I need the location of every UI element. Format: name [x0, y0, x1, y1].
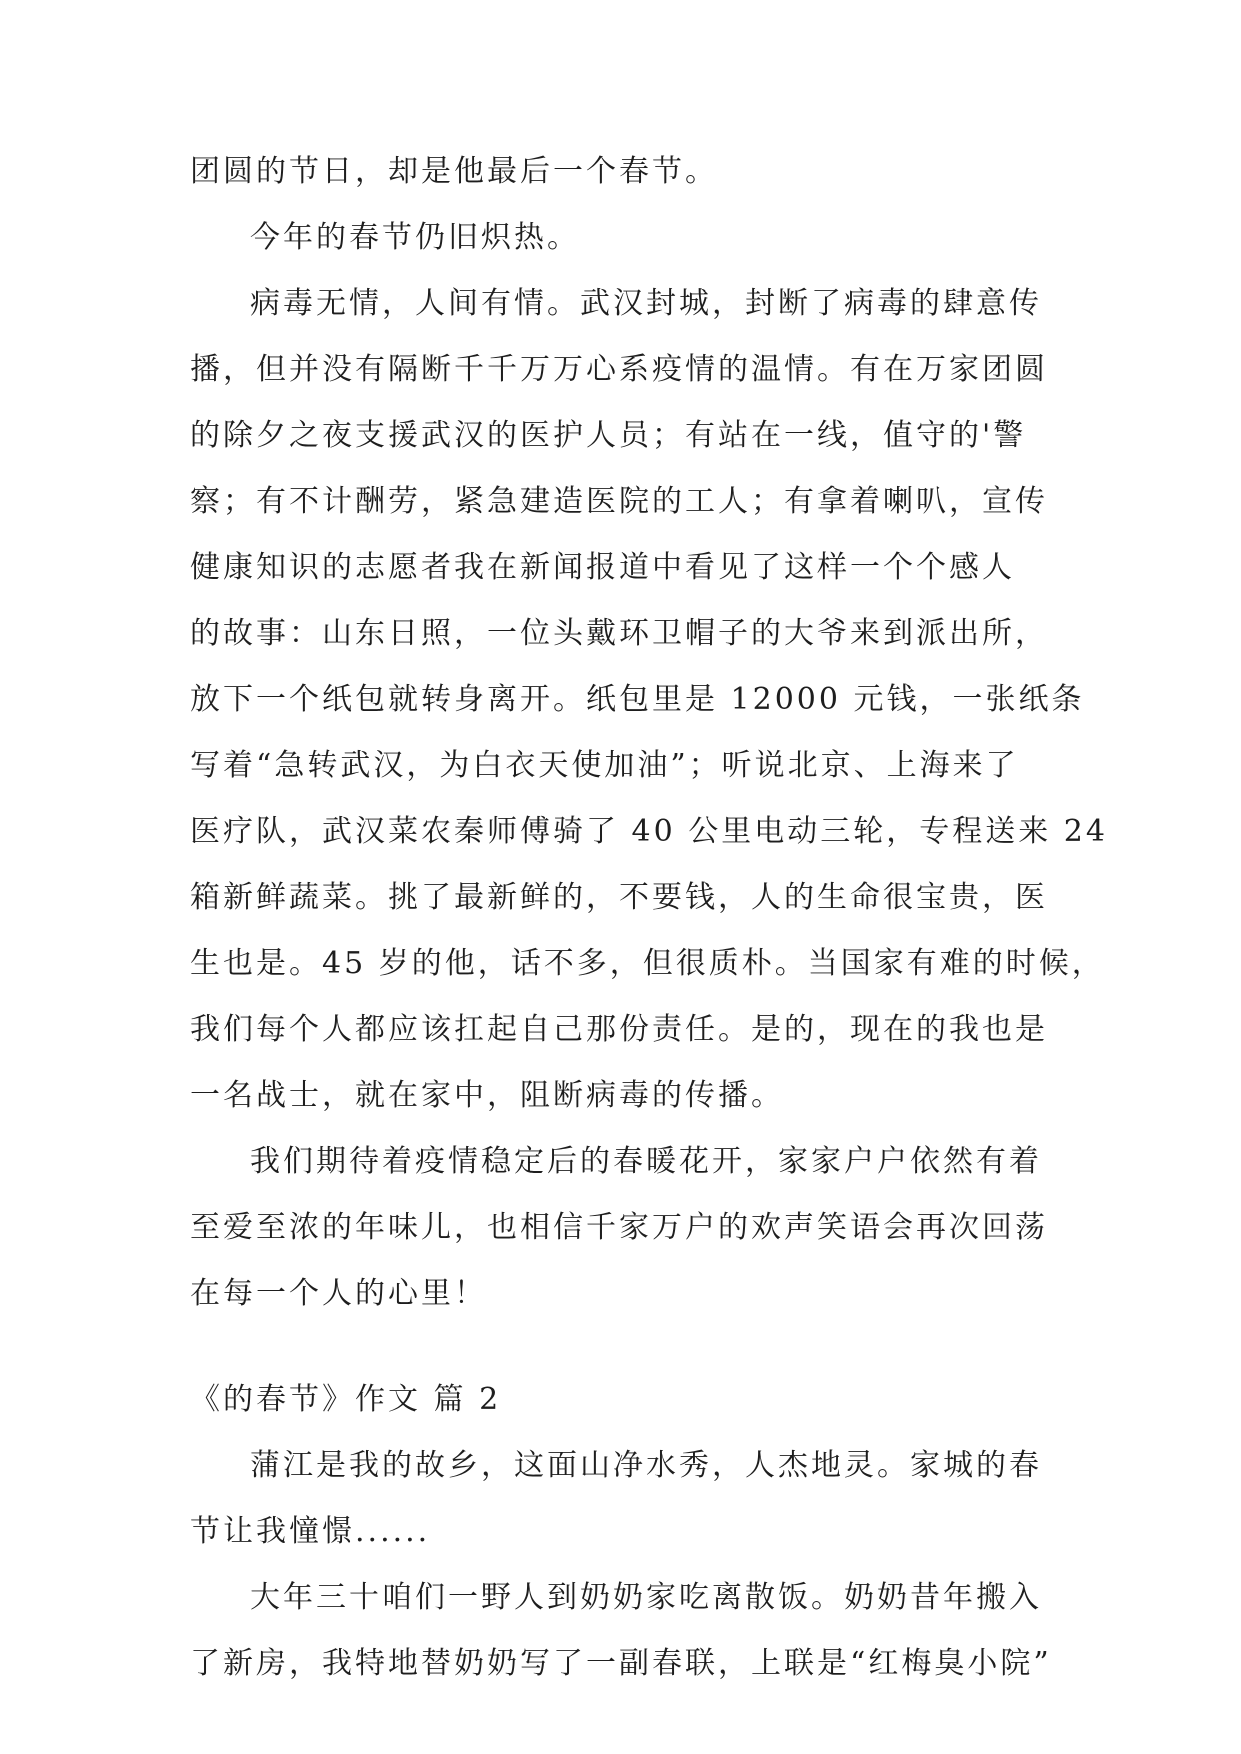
paragraph-first-line: 大年三十咱们一野人到奶奶家吃离散饭。奶奶昔年搬入: [250, 1580, 1042, 1615]
text-line: 箱新鲜蔬菜。挑了最新鲜的，不要钱，人的生命很宝贵，医: [190, 880, 1048, 915]
section-heading: 《的春节》作文 篇 2: [190, 1382, 502, 1417]
paragraph-first-line: 病毒无情，人间有情。武汉封城，封断了病毒的肆意传: [250, 286, 1042, 321]
text-line: 在每一个人的心里！: [190, 1276, 487, 1311]
text-line: 生也是。45 岁的他，话不多，但很质朴。当国家有难的时候，: [190, 946, 1105, 981]
text-line: 放下一个纸包就转身离开。纸包里是 12000 元钱，一张纸条: [190, 682, 1085, 717]
text-line: 医疗队，武汉菜农秦师傅骑了 40 公里电动三轮，专程送来 24: [190, 814, 1108, 849]
text-line: 我们每个人都应该扛起自己那份责任。是的，现在的我也是: [190, 1012, 1048, 1047]
text-line: 的除夕之夜支援武汉的医护人员；有站在一线，值守的'警: [190, 418, 1027, 453]
text-line: 了新房，我特地替奶奶写了一副春联，上联是“红梅臭小院”: [190, 1646, 1052, 1681]
text-line: 团圆的节日，却是他最后一个春节。: [190, 154, 718, 189]
text-line: 写着“急转武汉，为白衣天使加油”；听说北京、上海来了: [190, 748, 1019, 783]
text-line: 节让我憧憬......: [190, 1514, 431, 1549]
text-line: 健康知识的志愿者我在新闻报道中看见了这样一个个感人: [190, 550, 1015, 585]
text-line: 播，但并没有隔断千千万万心系疫情的温情。有在万家团圆: [190, 352, 1048, 387]
paragraph-first-line: 今年的春节仍旧炽热。: [250, 220, 580, 255]
text-line: 至爱至浓的年味儿，也相信千家万户的欢声笑语会再次回荡: [190, 1210, 1048, 1245]
text-line: 察；有不计酬劳，紧急建造医院的工人；有拿着喇叭，宣传: [190, 484, 1048, 519]
text-line: 一名战士，就在家中，阻断病毒的传播。: [190, 1078, 784, 1113]
paragraph-first-line: 蒲江是我的故乡，这面山净水秀，人杰地灵。家城的春: [250, 1448, 1042, 1483]
paragraph-first-line: 我们期待着疫情稳定后的春暖花开，家家户户依然有着: [250, 1144, 1042, 1179]
text-line: 的故事：山东日照，一位头戴环卫帽子的大爷来到派出所，: [190, 616, 1048, 651]
